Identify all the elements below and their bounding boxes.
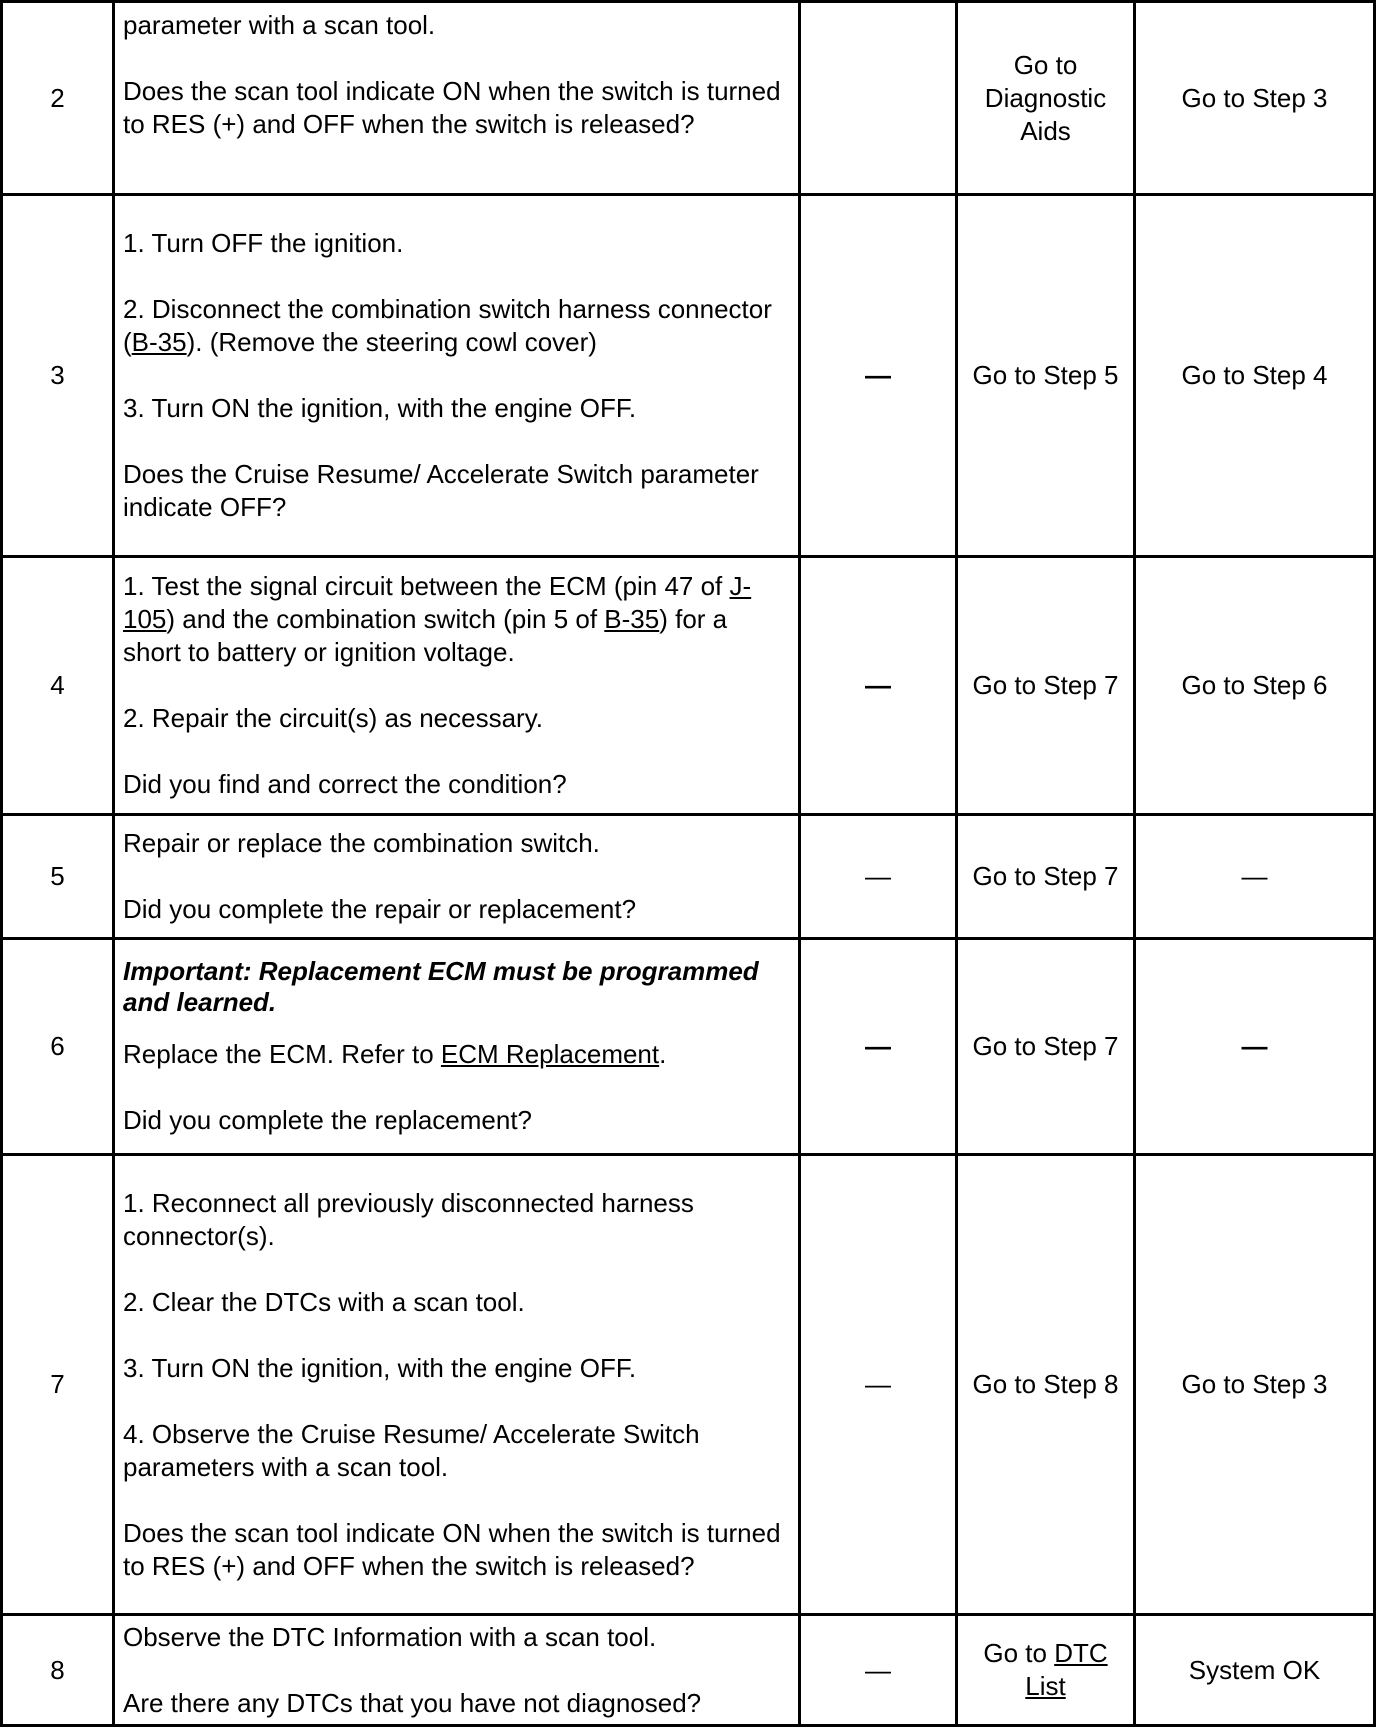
action-cell	[114, 557, 800, 815]
connector-link-b35[interactable]: B-35	[131, 327, 187, 357]
action-text	[123, 1038, 790, 1071]
action-text-post: .	[659, 1039, 667, 1069]
value-cell	[800, 2, 957, 195]
no-cell	[1135, 939, 1375, 1155]
value-cell	[800, 557, 957, 815]
action-text-pre: 2. Disconnect the combination switch harness connector (	[123, 294, 772, 357]
value-cell	[800, 939, 957, 1155]
action-cell	[114, 815, 800, 939]
action-text: Did you find and correct the condition?	[123, 769, 567, 799]
table-row	[2, 939, 1375, 1155]
connector-link-b35[interactable]: B-35	[604, 604, 660, 634]
no-cell: Go to Step 3	[1135, 1155, 1375, 1615]
yes-cell: Go to Diagnostic Aids	[957, 2, 1135, 195]
important-note: Important: Replacement ECM must be programmed and learned.	[123, 956, 759, 1017]
action-text: parameter with a scan tool.	[123, 10, 436, 40]
table-row	[2, 557, 1375, 815]
step-number: 5	[2, 815, 114, 939]
action-text: Observe the DTC Information with a scan tool.	[123, 1621, 657, 1652]
action-cell	[114, 1615, 800, 1726]
action-text: 4. Observe the Cruise Resume/ Accelerate Switch parameters with a scan tool.	[123, 1418, 700, 1482]
connector-link-j105[interactable]: J-105	[123, 571, 752, 634]
value-dash: —	[865, 1654, 891, 1685]
action-text: Repair or replace the combination switch.	[123, 828, 600, 858]
action-text-post: ) for a short to battery or ignition voltage.	[123, 604, 728, 667]
no-dash: —	[1241, 861, 1268, 891]
action-text: Does the scan tool indicate ON when the switch is turned to RES (+) and OFF when the switch is released?	[123, 76, 781, 139]
action-text: Did you complete the repair or replacement?	[123, 894, 637, 924]
step-number: 7	[2, 1155, 114, 1615]
yes-cell: Go to Step 7	[957, 815, 1135, 939]
step-number: 8	[2, 1615, 114, 1726]
step-number: 4	[2, 557, 114, 815]
action-text: Did you complete the replacement?	[123, 1105, 533, 1135]
yes-cell: Go to Step 5	[957, 195, 1135, 557]
no-cell: Go to Step 6	[1135, 557, 1375, 815]
action-text: Does the scan tool indicate ON when the switch is turned to RES (+) and OFF when the switch is released?	[123, 1517, 781, 1581]
table-row	[2, 815, 1375, 939]
step-number: 6	[2, 939, 114, 1155]
value-cell	[800, 195, 957, 557]
table-row	[2, 1615, 1375, 1726]
action-text: 2. Repair the circuit(s) as necessary.	[123, 703, 543, 733]
action-text: 1. Turn OFF the ignition.	[123, 228, 404, 258]
table-row	[2, 1155, 1375, 1615]
action-cell	[114, 195, 800, 557]
action-text: 1. Reconnect all previously disconnected harness connector(s).	[123, 1187, 694, 1251]
ecm-replacement-link[interactable]: ECM Replacement	[440, 1039, 660, 1069]
action-text: Are there any DTCs that you have not diagnosed?	[123, 1687, 702, 1718]
step-number: 3	[2, 195, 114, 557]
no-cell: Go to Step 4	[1135, 195, 1375, 557]
action-text-pre: Replace the ECM. Refer to	[123, 1039, 441, 1069]
table-row	[2, 195, 1375, 557]
value-dash: —	[865, 1031, 891, 1061]
no-dash: —	[1241, 1031, 1268, 1061]
action-cell	[114, 939, 800, 1155]
value-cell	[800, 815, 957, 939]
step-number: 2	[2, 2, 114, 195]
action-text-pre: 1. Test the signal circuit between the ECM (pin 47 of	[123, 571, 730, 601]
yes-cell: Go to Step 8	[957, 1155, 1135, 1615]
no-cell: System OK	[1135, 1615, 1375, 1726]
value-dash: —	[865, 1369, 891, 1399]
action-text: 3. Turn ON the ignition, with the engine OFF.	[123, 1352, 637, 1383]
action-text-post: ). (Remove the steering cowl cover)	[186, 327, 597, 357]
yes-cell: Go to Step 7	[957, 557, 1135, 815]
action-cell	[114, 1155, 800, 1615]
value-cell	[800, 1155, 957, 1615]
action-text: Does the Cruise Resume/ Accelerate Switch parameter indicate OFF?	[123, 459, 759, 522]
dtc-list-link[interactable]: DTC List	[1025, 1638, 1108, 1701]
value-dash: —	[865, 670, 891, 700]
value-dash: —	[865, 861, 891, 891]
value-cell	[800, 1615, 957, 1726]
no-cell	[1135, 815, 1375, 939]
table-row	[2, 2, 1375, 195]
value-dash: —	[865, 360, 891, 390]
yes-text-pre: Go to	[983, 1638, 1055, 1668]
action-text: 2. Clear the DTCs with a scan tool.	[123, 1286, 525, 1317]
action-text	[123, 570, 790, 669]
yes-cell: Go to Step 7	[957, 939, 1135, 1155]
action-text: 3. Turn ON the ignition, with the engine OFF.	[123, 393, 637, 423]
action-text-mid: ) and the combination switch (pin 5 of	[166, 604, 605, 634]
action-text	[123, 293, 790, 359]
no-cell: Go to Step 3	[1135, 2, 1375, 195]
yes-cell	[957, 1615, 1135, 1726]
action-cell	[114, 2, 800, 195]
